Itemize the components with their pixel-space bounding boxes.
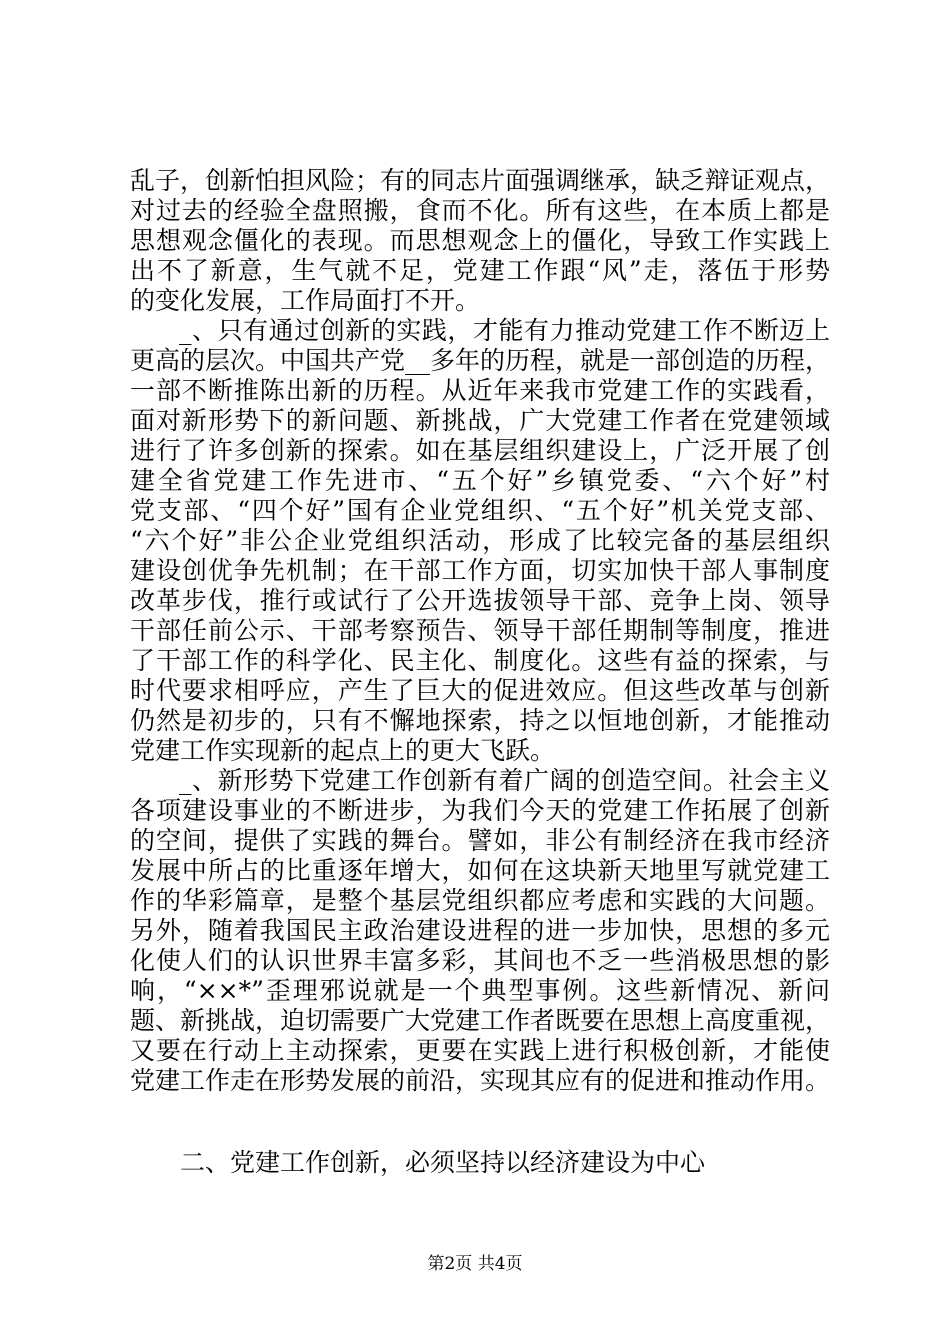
text-line: 思想观念僵化的表现。而思想观念上的僵化，导致工作实践上 <box>130 226 830 255</box>
text-line: 面对新形势下的新问题、新挑战，广大党建工作者在党建领域 <box>130 406 830 435</box>
text-line: 发展中所占的比重逐年增大，如何在这块新天地里写就党建工 <box>130 856 830 885</box>
text-line: 了干部工作的科学化、民主化、制度化。这些有益的探索，与 <box>130 646 830 675</box>
text-line: 响，“××*”歪理邪说就是一个典型事例。这些新情况、新问 <box>130 976 830 1005</box>
text-line: 另外，随着我国民主政治建设进程的进一步加快，思想的多元 <box>130 916 830 945</box>
page-footer: 第2页 共4页 <box>427 1254 523 1274</box>
text-line: 时代要求相呼应，产生了巨大的促进效应。但这些改革与创新 <box>130 676 830 705</box>
text-line: 出不了新意，生气就不足，党建工作跟“风”走，落伍于形势 <box>130 256 830 285</box>
text-line: 一部不断推陈出新的历程。从近年来我市党建工作的实践看， <box>130 376 830 405</box>
text-line: _、只有通过创新的实践，才能有力推动党建工作不断迈上 <box>179 316 830 345</box>
text-line: 仍然是初步的，只有不懈地探索，持之以恒地创新，才能推动 <box>130 706 830 735</box>
section-heading: 二、党建工作创新，必须坚持以经济建设为中心 <box>180 1148 706 1177</box>
text-line: 改革步伐，推行或试行了公开选拔领导干部、竞争上岗、领导 <box>130 586 830 615</box>
text-line: _、新形势下党建工作创新有着广阔的创造空间。社会主义 <box>179 766 830 795</box>
text-line: 建全省党建工作先进市、“五个好”乡镇党委、“六个好”村 <box>130 466 830 495</box>
text-line: 乱子，创新怕担风险；有的同志片面强调继承，缺乏辩证观点， <box>130 166 831 195</box>
text-line: 的空间，提供了实践的舞台。譬如，非公有制经济在我市经济 <box>130 826 830 855</box>
text-line: 党支部、“四个好”国有企业党组织、“五个好”机关党支部、 <box>130 496 830 525</box>
text-line: “六个好”非公企业党组织活动，形成了比较完备的基层组织 <box>130 526 830 555</box>
text-line: 各项建设事业的不断进步，为我们今天的党建工作拓展了创新 <box>130 796 830 825</box>
body-text <box>130 166 830 1096</box>
text-line: 进行了许多创新的探索。如在基层组织建设上，广泛开展了创 <box>130 436 830 465</box>
text-line: 对过去的经验全盘照搬，食而不化。所有这些，在本质上都是 <box>130 196 830 225</box>
text-line: 更高的层次。中国共产党__多年的历程，就是一部创造的历程， <box>130 346 831 375</box>
text-line: 化使人们的认识世界丰富多彩，其间也不乏一些消极思想的影 <box>130 946 830 975</box>
text-line: 作的华彩篇章，是整个基层党组织都应考虑和实践的大问题。 <box>130 886 830 915</box>
text-line: 题、新挑战，迫切需要广大党建工作者既要在思想上高度重视， <box>130 1006 831 1035</box>
text-line: 建设创优争先机制；在干部工作方面，切实加快干部人事制度 <box>130 556 830 585</box>
text-line: 的变化发展，工作局面打不开。 <box>130 286 481 315</box>
text-line: 又要在行动上主动探索，更要在实践上进行积极创新，才能使 <box>130 1036 830 1065</box>
text-line: 党建工作实现新的起点上的更大飞跃。 <box>130 736 556 765</box>
text-line: 党建工作走在形势发展的前沿，实现其应有的促进和推动作用。 <box>130 1066 831 1095</box>
text-line: 干部任前公示、干部考察预告、领导干部任期制等制度，推进 <box>130 616 830 645</box>
